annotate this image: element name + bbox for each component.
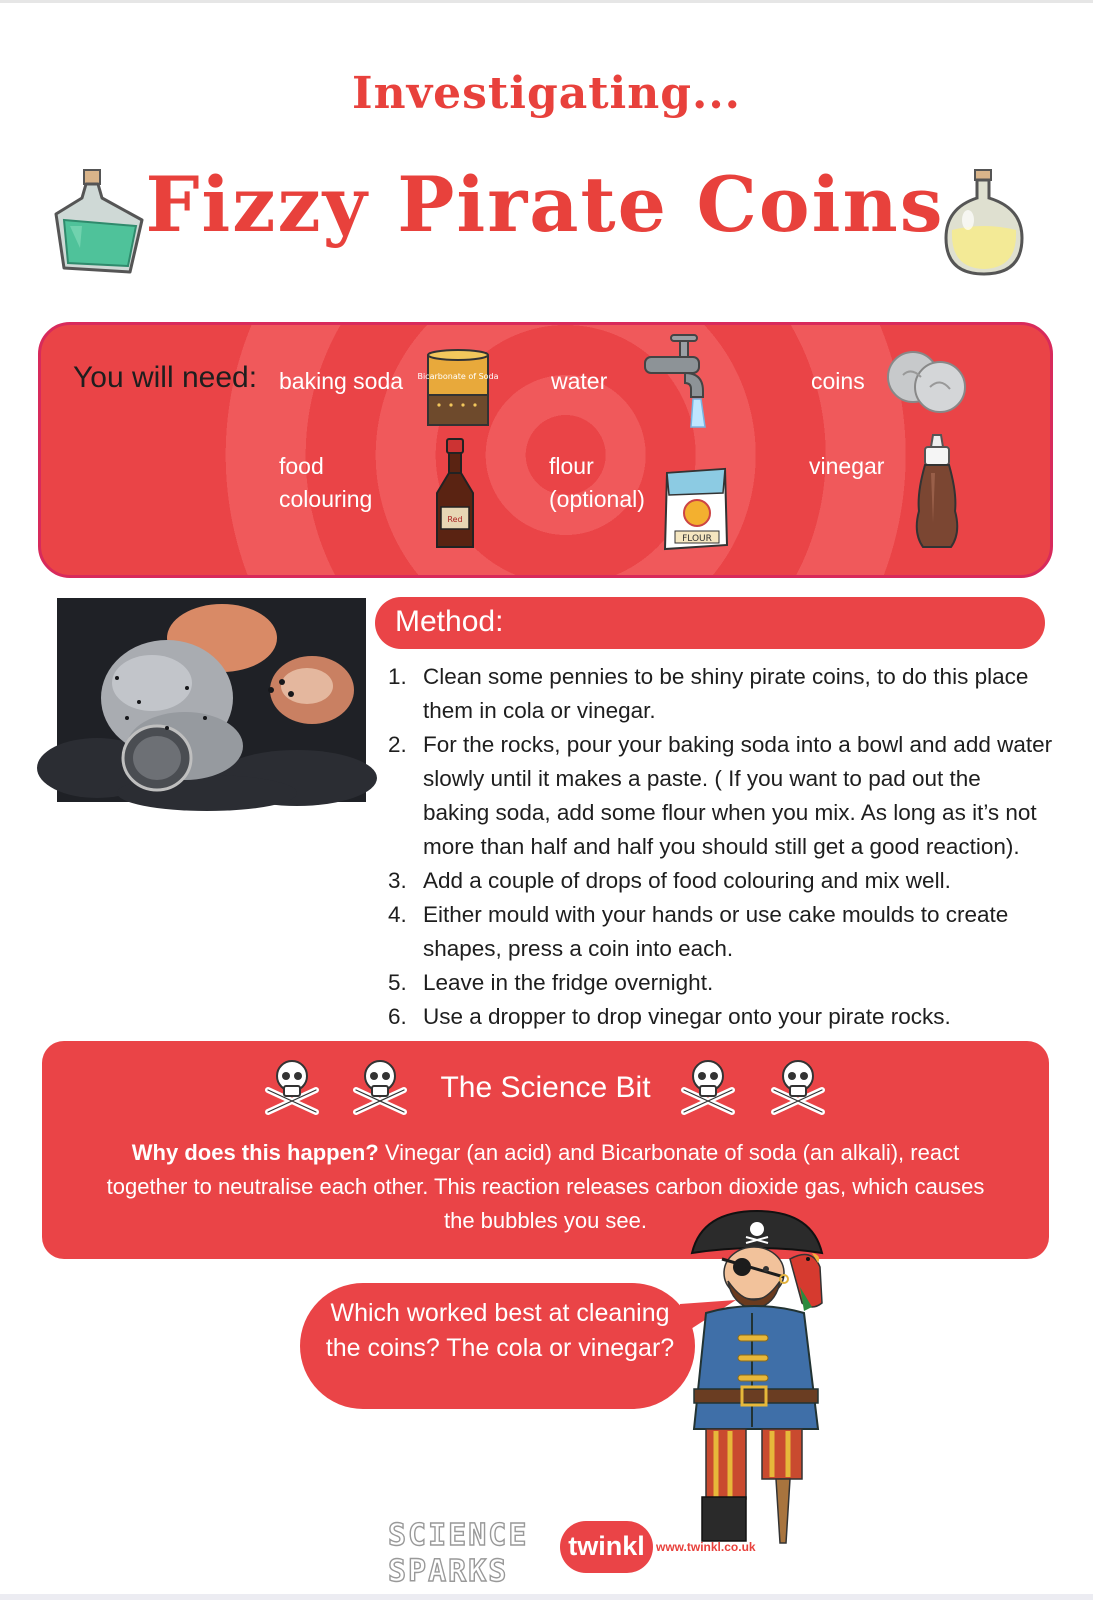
speech-bubble-text: Which worked best at cleaning the coins? The cola or vinegar? — [325, 1299, 675, 1362]
flour-bag-icon — [661, 463, 731, 551]
twinkl-url[interactable]: www.twinkl.co.uk — [656, 1540, 756, 1554]
sparks-line-1: SCIENCE — [388, 1518, 529, 1553]
science-bit-panel — [42, 1041, 1049, 1259]
method-step: 6. Use a dropper to drop vinegar onto your pirate rocks. — [388, 1004, 951, 1029]
method-step: 5. Leave in the fridge overnight. — [388, 970, 714, 995]
box-label: Bicarbonate of Soda — [417, 372, 499, 381]
pirate-character-icon — [672, 1207, 842, 1547]
top-rule — [0, 0, 1093, 3]
method-title: Method: — [395, 605, 504, 638]
need-flour-label: flour (optional) — [549, 453, 645, 512]
need-food-colouring-label: food colouring — [279, 453, 373, 512]
coins-icon — [885, 347, 969, 415]
science-question: Why does this happen? — [131, 1140, 379, 1165]
flour-label: FLOUR — [682, 534, 712, 544]
method-step: 2. For the rocks, pour your baking soda into a bowl and add water slowly until it makes a paste. ( If you want to pad out the baking soda, add some flour when you mix. As long as it’s not more than half and half you should still get a good reaction). — [388, 732, 1053, 859]
tap-icon — [641, 331, 721, 431]
skull-crossbones-icon — [678, 1056, 738, 1116]
method-steps — [388, 660, 1053, 1034]
need-coins-label: coins — [811, 368, 865, 394]
method-step: 3. Add a couple of drops of food colouring and mix well. — [388, 868, 951, 893]
science-sparks-logo — [388, 1518, 533, 1590]
science-explanation — [94, 1136, 997, 1238]
method-step: 4. Either mould with your hands or use cake moulds to create shapes, press a coin into each. — [388, 902, 1009, 961]
green-bottle-icon — [50, 168, 150, 278]
pirate-rocks-photo — [57, 598, 366, 802]
science-answer: Vinegar (an acid) and Bicarbonate of soda (an alkali), react together to neutralise each other. This reaction releases carbon dioxide gas, which causes the bubbles you see. — [106, 1140, 985, 1233]
food-colouring-bottle-icon — [433, 437, 477, 551]
skull-crossbones-icon — [768, 1056, 828, 1116]
need-vinegar-label: vinegar — [809, 453, 885, 479]
vinegar-bottle-icon — [911, 433, 963, 551]
baking-soda-box-icon — [417, 347, 499, 427]
skull-crossbones-icon — [262, 1056, 322, 1116]
bottom-rule — [0, 1594, 1093, 1600]
skull-crossbones-icon — [350, 1056, 410, 1116]
yellow-flask-icon — [938, 168, 1030, 280]
sparks-line-2: SPARKS — [388, 1554, 509, 1589]
need-baking-soda-label: baking soda — [279, 368, 404, 394]
method-step: 1. Clean some pennies to be shiny pirate coins, to do this place them in cola or vinegar. — [388, 664, 1029, 723]
page-title: Fizzy Pirate Coins — [145, 160, 945, 249]
page-subtitle: Investigating... — [352, 68, 741, 119]
method-header — [375, 597, 1045, 649]
you-will-need-panel — [38, 322, 1053, 578]
twinkl-logo: twinkl — [560, 1521, 653, 1573]
you-will-need-heading: You will need: — [73, 361, 258, 394]
science-title: The Science Bit — [440, 1071, 651, 1104]
need-water-label: water — [551, 368, 608, 394]
bottle-label: Red — [447, 515, 463, 524]
